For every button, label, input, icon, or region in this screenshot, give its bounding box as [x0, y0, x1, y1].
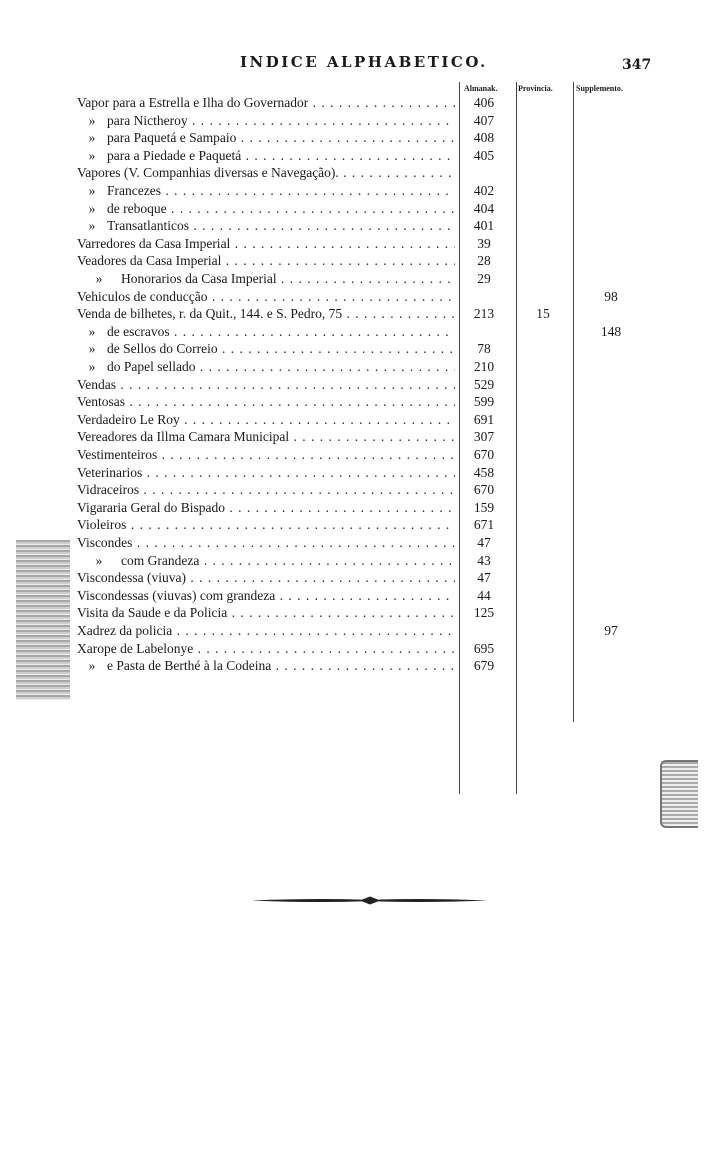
index-entry: [77, 516, 617, 534]
entry-text: Transatlanticos: [107, 218, 189, 234]
entry-label: [77, 446, 455, 464]
index-entry: [77, 428, 617, 446]
entry-label: [77, 147, 455, 165]
entry-supplemento-page: 148: [600, 323, 622, 339]
index-entry: [77, 182, 617, 200]
column-header-provincia: Provincia.: [518, 84, 553, 93]
entry-label: [77, 217, 455, 235]
entry-almanak-page: 599: [473, 394, 495, 410]
entry-label: [77, 129, 455, 147]
ditto-marker: »: [88, 341, 96, 357]
entry-almanak-page: 671: [473, 517, 495, 533]
index-entry: [77, 481, 617, 499]
index-entry: [77, 411, 617, 429]
entry-almanak-page: 679: [473, 658, 495, 674]
entry-almanak-page: 408: [473, 130, 495, 146]
column-header-supplemento: Supplemento.: [576, 84, 623, 93]
entry-text: Viscondes: [77, 535, 133, 550]
ditto-marker: »: [88, 658, 96, 674]
index-entry: [77, 164, 617, 182]
page-number: 347: [622, 57, 652, 73]
entry-almanak-page: 401: [473, 218, 495, 234]
entry-almanak-page: 406: [473, 95, 495, 110]
entry-label: [77, 657, 455, 675]
entry-label: [77, 164, 455, 182]
entry-label: [77, 112, 455, 130]
index-entry: [77, 235, 617, 253]
entry-almanak-page: 691: [473, 411, 495, 427]
entry-almanak-page: 670: [473, 482, 495, 498]
entry-text: com Grandeza: [121, 552, 200, 568]
index-entry: [77, 147, 617, 165]
entry-supplemento-page: 98: [604, 288, 618, 304]
entry-text: Xarope de Labelonye: [77, 640, 194, 656]
entry-label: [77, 552, 455, 570]
entry-almanak-page: 307: [473, 429, 495, 445]
entry-label: [77, 622, 455, 640]
entry-almanak-page: 39: [477, 235, 491, 251]
entry-label: [77, 411, 455, 429]
binding-clip: [660, 760, 698, 828]
index-entry: [77, 464, 617, 482]
entry-text: Vendas: [77, 376, 116, 392]
ditto-marker: »: [95, 552, 103, 568]
entry-text: Violeiros: [77, 517, 127, 533]
entry-text: Veterinarios: [77, 464, 143, 480]
index-entry: [77, 604, 617, 622]
entry-almanak-page: 695: [473, 640, 495, 656]
entry-text: Visita da Saude e da Policia: [77, 605, 228, 621]
ditto-marker: »: [88, 147, 96, 163]
entry-almanak-page: 670: [473, 447, 495, 462]
entry-label: [77, 305, 455, 323]
entry-label: [77, 604, 455, 622]
entry-text: para Nictheroy: [107, 112, 188, 128]
entry-text: Vapor para a Estrella e Ilha do Governador: [77, 95, 309, 110]
index-entry: [77, 305, 617, 323]
entry-text: do Papel sellado: [107, 359, 196, 374]
entry-label: [77, 358, 455, 376]
entry-text: Veadores da Casa Imperial: [77, 253, 222, 269]
index-entry: [77, 270, 617, 288]
entry-label: [77, 481, 455, 499]
entry-almanak-page: 402: [473, 183, 495, 198]
entry-text: Francezes: [107, 183, 161, 198]
entry-almanak-page: 28: [477, 253, 491, 269]
entry-label: [77, 499, 455, 517]
index-entry: [77, 323, 622, 341]
entry-almanak-page: 78: [477, 341, 491, 357]
entry-almanak-page: 29: [477, 271, 491, 286]
ornament-rule: [252, 896, 488, 905]
entry-text: Vereadores da Illma Camara Municipal: [77, 429, 290, 445]
entry-almanak-page: 43: [477, 552, 491, 568]
entry-provincia-page: 15: [536, 306, 550, 322]
ditto-marker: »: [95, 271, 103, 286]
entry-text: e Pasta de Berthé à la Codeina: [107, 658, 272, 674]
index-entry: [77, 376, 617, 394]
entry-label: [77, 182, 455, 200]
entry-label: [77, 640, 455, 658]
index-entry: [77, 569, 617, 587]
index-entry: [77, 622, 617, 640]
entry-text: para Paquetá e Sampaio: [107, 130, 237, 146]
entry-label: [77, 252, 455, 270]
index-entry: [77, 112, 617, 130]
index-entry: [77, 393, 617, 411]
entry-almanak-page: 47: [477, 570, 491, 586]
entry-text: de Sellos do Correio: [107, 341, 218, 357]
entry-text: Viscondessa (viuva): [77, 570, 187, 586]
column-header-almanak: Almanak.: [464, 84, 498, 93]
index-entry: [77, 340, 617, 358]
entry-text: Viscondessas (viuvas) com grandeza: [77, 587, 276, 603]
entry-almanak-page: 210: [473, 359, 495, 374]
entry-text: Vehiculos de conducção: [77, 288, 208, 304]
entry-label: [77, 200, 455, 218]
ditto-marker: »: [88, 323, 96, 339]
entry-label: [77, 428, 455, 446]
entry-text: Varredores da Casa Imperial: [77, 235, 231, 251]
entry-label: [77, 340, 455, 358]
entry-label: [77, 288, 455, 306]
entry-label: [77, 393, 455, 411]
index-entry: [77, 446, 617, 464]
entry-almanak-page: 405: [473, 147, 495, 163]
index-entry: [77, 640, 617, 658]
index-entry: [77, 288, 617, 306]
index-entry: [77, 534, 617, 552]
entry-almanak-page: 125: [473, 605, 495, 621]
ditto-marker: »: [88, 359, 96, 374]
entry-text: Vapores (V. Companhias diversas e Navegação).: [77, 165, 339, 181]
ditto-marker: »: [88, 200, 96, 216]
entry-label: [77, 587, 455, 605]
page-title: INDICE ALPHABETICO.: [240, 53, 488, 71]
entry-text: Vigararia Geral do Bispado: [77, 499, 226, 515]
scan-stain: [16, 540, 70, 700]
entry-text: Venda de bilhetes, r. da Quit., 144. e S. Pedro, 75: [77, 306, 343, 322]
entry-label: [77, 569, 455, 587]
entry-text: para a Piedade e Paquetá: [107, 147, 242, 163]
entry-almanak-page: 44: [477, 587, 491, 603]
entry-label: [77, 94, 455, 112]
entry-label: [77, 235, 455, 253]
index-entry: [77, 94, 617, 112]
entry-text: Vidraceiros: [77, 482, 140, 498]
ditto-marker: »: [88, 183, 96, 198]
entry-almanak-page: 159: [473, 499, 495, 515]
index-entry: [77, 252, 617, 270]
entry-almanak-page: 458: [473, 464, 495, 480]
index-entry: [77, 499, 617, 517]
entry-almanak-page: 404: [473, 200, 495, 216]
entry-almanak-page: 47: [477, 535, 491, 550]
entry-text: Vestimenteiros: [77, 447, 158, 462]
entry-supplemento-page: 97: [604, 623, 618, 638]
entry-text: Verdadeiro Le Roy: [77, 411, 180, 427]
entry-label: [77, 516, 455, 534]
entry-label: [77, 534, 455, 552]
entry-almanak-page: 529: [473, 376, 495, 392]
entry-text: de escravos: [107, 323, 170, 339]
entry-label: [77, 270, 455, 288]
entry-label: [77, 464, 455, 482]
entry-label: [77, 323, 455, 341]
index-entry: [77, 552, 617, 570]
entry-label: [77, 376, 455, 394]
ditto-marker: »: [88, 112, 96, 128]
index-entry: [77, 200, 617, 218]
index-entry: [77, 657, 617, 675]
index-entry: [77, 587, 617, 605]
entry-almanak-page: 407: [473, 112, 495, 128]
index-entry: [77, 217, 617, 235]
entry-text: Honorarios da Casa Imperial: [121, 271, 277, 286]
entry-almanak-page: 213: [473, 306, 495, 322]
entry-text: Xadrez da policia: [77, 623, 173, 638]
index-entry: [77, 129, 617, 147]
entry-text: Ventosas: [77, 394, 125, 410]
ditto-marker: »: [88, 130, 96, 146]
entry-text: de reboque: [107, 200, 167, 216]
index-entry: [77, 358, 617, 376]
ditto-marker: »: [88, 218, 96, 234]
